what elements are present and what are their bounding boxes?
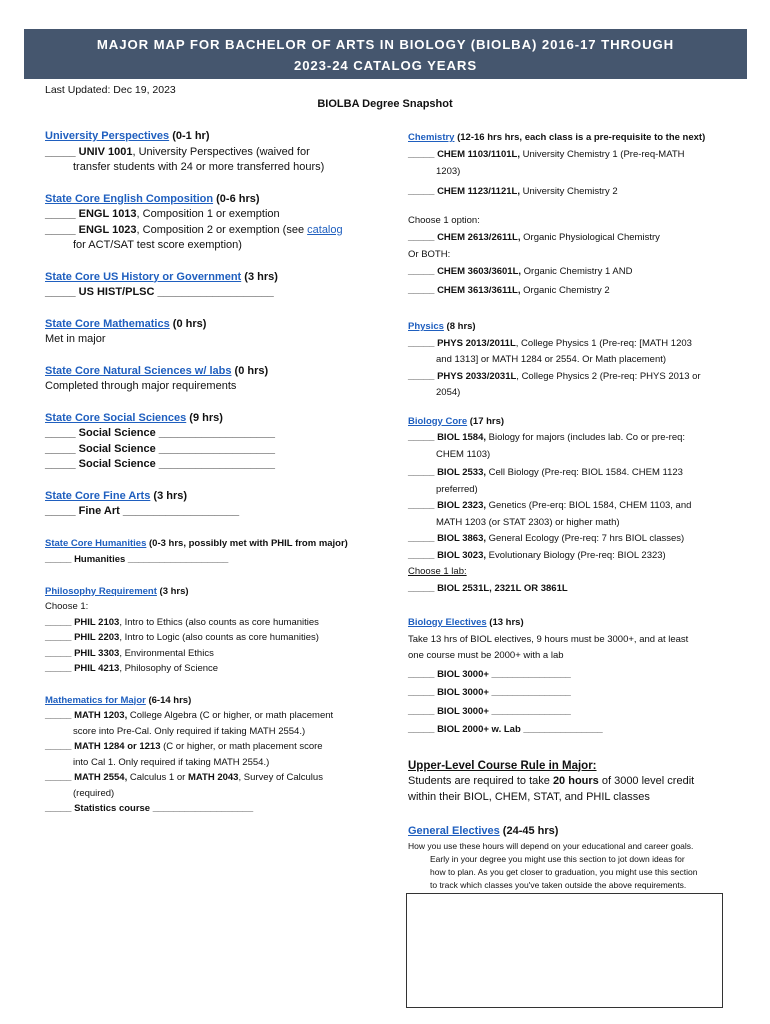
list-item — [45, 207, 385, 223]
text-left-philosophy-items-0-code: PHIL 2103 — [74, 616, 120, 628]
text-left-mathmajor-i3-cont: (required) — [73, 787, 115, 799]
text-blank: _____ — [408, 724, 435, 735]
text-right-chem-i4-text: Organic Chemistry 1 AND — [521, 266, 633, 277]
list-item — [45, 426, 385, 442]
list-item — [408, 498, 738, 515]
text-right-phys-i2-cont: 2054) — [436, 387, 461, 398]
text-right-bio-i1-cont: CHEM 1103) — [436, 448, 491, 460]
text-left-math-core-text: Met in major — [45, 333, 106, 345]
text-left-english-i2-text: , Composition 2 or exemption (see — [136, 223, 308, 236]
text-right-bio-i3-code: BIOL 2323, — [437, 500, 486, 511]
text-left-mathmajor-i3-code2: MATH 2043 — [187, 772, 239, 783]
text-left-social-items-1: Social Science ___________________ — [78, 442, 275, 455]
social-sciences-section — [45, 411, 385, 473]
us-history-section — [45, 270, 385, 301]
text-blank: _____ — [408, 149, 435, 160]
text-blank: _____ — [45, 442, 76, 455]
text-left-mathmajor-i1-cont: score into Pre-Cal. Only required if taking MATH 2554.) — [73, 725, 306, 737]
text-right-general-l3: how to plan. As you get closer to graduation, you might use this section — [430, 866, 698, 877]
text-left-fine-item: Fine Art ___________________ — [78, 505, 240, 517]
text-left-philosophy-items-2-text: , Environmental Ethics — [119, 647, 214, 659]
text-blank: _____ — [45, 505, 76, 517]
text-blank: _____ — [408, 582, 435, 594]
text-right-chem-i4-code: CHEM 3603/3601L, — [437, 266, 522, 277]
text-left-social-hrs: (9 hrs) — [186, 411, 223, 424]
text-blank: _____ — [408, 705, 435, 717]
chemistry-link[interactable]: Chemistry — [408, 132, 455, 143]
us-history-link[interactable]: State Core US History or Government — [45, 270, 242, 283]
text-left-history-hrs: (3 hrs) — [241, 270, 278, 283]
list-item — [408, 282, 738, 299]
math-core-section — [45, 317, 385, 348]
right-column — [408, 129, 738, 904]
text-left-english-i1-text: , Composition 1 or exemption — [136, 208, 280, 220]
text-right-bio-i1-text: Biology for majors (includes lab. Co or pre-req: — [486, 432, 686, 443]
text-left-philosophy-items-3-text: , Philosophy of Science — [119, 663, 219, 674]
text-left-philosophy-items-3-code: PHIL 4213 — [74, 663, 120, 674]
text-blank: _____ — [45, 647, 72, 659]
physics-section — [408, 319, 738, 402]
english-section — [45, 192, 385, 254]
text-blank: _____ — [45, 427, 76, 439]
text-left-mathmajor-i2-text: (C or higher, or math placement score — [160, 741, 323, 752]
math-major-link[interactable]: Mathematics for Major — [45, 694, 146, 706]
text-left-humanities-hrs: (0-3 hrs, possibly met with PHIL from major) — [146, 537, 348, 549]
biology-electives-link[interactable]: Biology Electives — [408, 617, 487, 628]
text-right-chem-or-both: Or BOTH: — [408, 249, 451, 260]
text-right-general-l1: How you use these hours will depend on your educational and career goals. — [408, 840, 694, 851]
text-right-bio-i4-text: General Ecology (Pre-req: 7 hrs BIOL classes) — [486, 533, 685, 544]
list-item — [408, 667, 738, 684]
list-item — [45, 145, 385, 161]
text-left-history-item: US HIST/PLSC ___________________ — [78, 286, 274, 298]
list-item — [45, 504, 385, 520]
fine-arts-link[interactable]: State Core Fine Arts — [45, 489, 151, 502]
text-right-chem-hrs: (12-16 hrs hrs, each class is a pre-requisite to the next) — [454, 132, 706, 143]
text-left-philosophy-choose: Choose 1: — [45, 601, 89, 612]
biology-core-section — [408, 414, 738, 598]
text-right-phys-i1-cont: and 1313] or MATH 1284 or 2554. Or Math placement) — [436, 354, 667, 365]
text-right-chem-choose: Choose 1 option: — [408, 215, 480, 226]
biology-core-link[interactable]: Biology Core — [408, 415, 468, 427]
philosophy-section — [45, 584, 385, 677]
text-blank: _____ — [408, 549, 435, 561]
text-right-chem-i1-code: CHEM 1103/1101L, — [437, 149, 520, 160]
list-item — [408, 336, 738, 353]
text-left-english-i2-cont: for ACT/SAT test score exemption) — [73, 239, 242, 251]
text-left-english-hrs: (0-6 hrs) — [213, 192, 260, 205]
text-left-philosophy-items-0-text: , Intro to Ethics (also counts as core humanities — [119, 616, 319, 628]
text-blank: _____ — [408, 668, 435, 680]
text-right-electives-line1: Take 13 hrs of BIOL electives, 9 hours must be 3000+, and at least — [408, 633, 689, 645]
text-left-social-items-0: Social Science ___________________ — [78, 427, 275, 439]
text-right-bio-i4-code: BIOL 3863, — [437, 533, 486, 544]
text-blank: _____ — [408, 533, 435, 544]
text-right-chem-i3-text: Organic Physiological Chemistry — [520, 232, 660, 243]
list-item — [408, 581, 738, 598]
text-right-bio-i2-cont: preferred) — [436, 483, 478, 495]
natural-sciences-link[interactable]: State Core Natural Sciences w/ labs — [45, 364, 232, 377]
text-left-mathmajor-i3-text: Calculus 1 or — [127, 772, 188, 783]
biology-electives-section — [408, 615, 738, 739]
text-right-phys-i2-code: PHYS 2033/2031L — [437, 370, 517, 382]
text-left-english-i1-code: ENGL 1013 — [78, 208, 137, 220]
text-blank: _____ — [408, 370, 435, 382]
text-left-univ-hrs: (0-1 hr) — [169, 130, 210, 142]
title-line-2: 2023-24 CATALOG YEARS — [293, 58, 478, 73]
list-item — [408, 531, 738, 548]
text-blank: _____ — [408, 186, 435, 197]
fine-arts-section — [45, 489, 385, 520]
humanities-link[interactable]: State Core Humanities — [45, 537, 147, 549]
text-left-mathmajor-i2-cont: into Cal 1. Only required if taking MATH 2554.) — [73, 756, 270, 768]
title-banner — [24, 29, 747, 79]
text-right-chem-i5-text: Organic Chemistry 2 — [520, 285, 610, 296]
text-left-philosophy-items-2-code: PHIL 3303 — [74, 647, 120, 659]
list-item — [408, 183, 738, 200]
text-left-natsci-text: Completed through major requirements — [45, 380, 237, 392]
text-right-electives-line2: one course must be 2000+ with a lab — [408, 650, 564, 661]
list-item — [408, 465, 738, 482]
text-blank: _____ — [45, 145, 76, 158]
text-right-electives-items-2: BIOL 3000+ — [437, 705, 489, 717]
text-blank: _____ — [45, 458, 76, 470]
text-blank: _____ — [45, 710, 72, 721]
social-sciences-link[interactable]: State Core Social Sciences — [45, 411, 187, 424]
text-blank: _____ — [408, 687, 435, 698]
text-right-bio-hrs: (17 hrs) — [467, 415, 505, 427]
text-blank: _____ — [45, 208, 76, 220]
list-item — [408, 146, 738, 163]
natural-sciences-section — [45, 364, 385, 395]
physics-link[interactable]: Physics — [408, 321, 444, 332]
text-right-electives-fills-3: _______________ — [523, 724, 603, 735]
text-right-phys-hrs: (8 hrs) — [443, 321, 476, 332]
list-item — [45, 739, 385, 755]
text-blank: _____ — [408, 266, 435, 277]
text-left-mathmajor-i3-code: MATH 2554, — [74, 772, 128, 783]
list-item — [45, 552, 385, 568]
snapshot-heading: BIOLBA Degree Snapshot — [317, 98, 453, 110]
list-item — [45, 615, 385, 631]
text-left-univ-item-cont: transfer students with 24 or more transferred hours) — [73, 161, 325, 173]
text-left-philosophy-hrs: (3 hrs) — [156, 585, 189, 597]
text-left-mathmajor-i3-text2: , Survey of Calculus — [238, 772, 323, 783]
catalog-link[interactable]: catalog — [307, 223, 343, 236]
university-perspectives-section — [45, 129, 385, 176]
text-blank: _____ — [45, 663, 72, 674]
list-item — [45, 223, 385, 239]
text-blank: _____ — [45, 223, 76, 236]
text-right-chem-i1-text: University Chemistry 1 (Pre-req-MATH — [519, 149, 685, 160]
math-major-section — [45, 693, 385, 817]
text-right-electives-fills-1: _______________ — [491, 687, 571, 698]
chemistry-section — [408, 129, 738, 299]
text-blank: _____ — [45, 741, 72, 752]
list-item — [45, 770, 385, 786]
last-updated: Last Updated: Dec 19, 2023 — [45, 84, 176, 96]
text-left-english-i2-code: ENGL 1023 — [78, 223, 137, 236]
text-right-bio-i2-code: BIOL 2533, — [437, 467, 486, 478]
text-left-mathmajor-i1-code: MATH 1203, — [74, 710, 128, 721]
list-item — [408, 263, 738, 280]
text-right-phys-i2-text: , College Physics 2 (Pre-req: PHYS 2013 or — [516, 370, 701, 382]
text-right-bio-i5-text: Evolutionary Biology (Pre-req: BIOL 2323) — [486, 549, 666, 561]
text-left-mathmajor-i1-text: College Algebra (C or higher, or math placement — [127, 710, 334, 721]
text-right-electives-fills-2: _______________ — [491, 705, 571, 717]
text-right-electives-items-0: BIOL 3000+ — [437, 668, 489, 680]
list-item — [45, 661, 385, 677]
text-right-upper-line1b: 20 hours — [552, 775, 599, 787]
text-right-electives-hrs: (13 hrs) — [486, 617, 524, 628]
list-item — [45, 646, 385, 662]
text-left-fine-hrs: (3 hrs) — [150, 489, 188, 502]
text-left-philosophy-items-1-text: , Intro to Logic (also counts as core humanities) — [119, 632, 319, 643]
text-right-upper-line1c: of 3000 level credit — [598, 775, 695, 787]
text-right-chem-i3-code: CHEM 2613/2611L, — [437, 232, 521, 243]
title-line-1: MAJOR MAP FOR BACHELOR OF ARTS IN BIOLOGY (BIOLBA) 2016-17 THROUGH — [96, 37, 675, 52]
list-item — [408, 722, 738, 739]
text-blank: _____ — [45, 772, 72, 783]
text-blank: _____ — [45, 616, 72, 628]
text-right-phys-i1-text: , College Physics 1 (Pre-req: [MATH 1203 — [515, 337, 692, 349]
text-right-bio-i5-code: BIOL 3023, — [437, 549, 486, 561]
text-blank: _____ — [408, 467, 435, 478]
philosophy-link[interactable]: Philosophy Requirement — [45, 585, 157, 597]
text-blank: _____ — [408, 285, 435, 296]
text-right-bio-i6-code: BIOL 2531L, 2321L OR 3861L — [437, 582, 568, 594]
text-blank: _____ — [45, 803, 72, 814]
text-right-electives-fills-0: _______________ — [491, 668, 571, 680]
text-blank: _____ — [45, 632, 72, 643]
upper-level-title: Upper-Level Course Rule in Major: — [408, 759, 597, 772]
list-item — [45, 285, 385, 301]
text-right-phys-i1-code: PHYS 2013/2011L — [437, 337, 516, 349]
text-left-math-core-hrs: (0 hrs) — [169, 317, 207, 330]
humanities-section — [45, 536, 385, 568]
text-left-natsci-hrs: (0 hrs) — [231, 364, 269, 377]
text-right-bio-i1-code: BIOL 1584, — [437, 432, 486, 443]
text-left-social-items-2: Social Science ___________________ — [78, 458, 275, 470]
text-right-bio-i2-text: Cell Biology (Pre-req: BIOL 1584. CHEM 1123 — [486, 467, 683, 478]
list-item — [408, 685, 738, 702]
text-left-mathmajor-i4: Statistics course ___________________ — [74, 803, 254, 814]
text-left-univ-item-text: , University Perspectives (waived for — [132, 145, 310, 158]
notes-box[interactable] — [406, 893, 723, 1008]
text-left-humanities-item: Humanities ___________________ — [74, 553, 229, 565]
text-left-univ-item-code: UNIV 1001 — [78, 145, 133, 158]
text-left-mathmajor-i2-code: MATH 1284 or 1213 — [74, 741, 161, 752]
list-item — [45, 457, 385, 473]
left-column — [45, 129, 385, 833]
text-right-upper-line2: within their BIOL, CHEM, STAT, and PHIL classes — [408, 790, 650, 803]
text-right-upper-line1a: Students are required to take — [408, 775, 553, 787]
text-blank: _____ — [408, 337, 435, 349]
text-right-general-l2: Early in your degree you might use this section to jot down ideas for — [430, 853, 685, 864]
text-left-philosophy-items-1-code: PHIL 2203 — [74, 632, 120, 643]
list-item — [408, 369, 738, 386]
text-right-general-l4: to track which classes you've taken outside the above requirements. — [430, 879, 687, 890]
list-item — [408, 704, 738, 721]
text-right-chem-i5-code: CHEM 3613/3611L, — [437, 285, 521, 296]
upper-level-rule-section — [408, 759, 738, 806]
text-right-electives-items-1: BIOL 3000+ — [437, 687, 489, 698]
list-item — [408, 430, 738, 447]
general-electives-section — [408, 823, 738, 892]
text-blank: _____ — [408, 500, 435, 511]
text-right-bio-choose: Choose 1 lab: — [408, 566, 467, 577]
list-item — [45, 630, 385, 646]
general-electives-link[interactable]: General Electives — [408, 825, 500, 837]
math-core-link[interactable]: State Core Mathematics — [45, 317, 170, 330]
list-item — [45, 801, 385, 817]
text-right-electives-items-3: BIOL 2000+ w. Lab — [437, 724, 521, 735]
text-right-chem-i2-text: University Chemistry 2 — [519, 186, 618, 197]
list-item — [408, 229, 738, 246]
text-right-chem-i1-cont: 1203) — [436, 166, 461, 177]
text-left-mathmajor-hrs: (6-14 hrs) — [145, 694, 192, 706]
english-composition-link[interactable]: State Core English Composition — [45, 192, 214, 205]
text-blank: _____ — [45, 553, 72, 565]
text-blank: _____ — [408, 232, 435, 243]
text-right-general-hrs: (24-45 hrs) — [499, 825, 559, 837]
university-perspectives-link[interactable]: University Perspectives — [45, 130, 170, 142]
text-right-chem-i2-code: CHEM 1123/1121L, — [437, 186, 520, 197]
list-item — [45, 442, 385, 458]
text-blank: _____ — [408, 432, 435, 443]
text-blank: _____ — [45, 286, 76, 298]
text-right-bio-i3-cont: MATH 1203 (or STAT 2303) or higher math) — [436, 516, 620, 528]
list-item — [408, 548, 738, 565]
text-right-bio-i3-text: Genetics (Pre-erq: BIOL 1584, CHEM 1103, and — [486, 500, 692, 511]
list-item — [45, 708, 385, 724]
